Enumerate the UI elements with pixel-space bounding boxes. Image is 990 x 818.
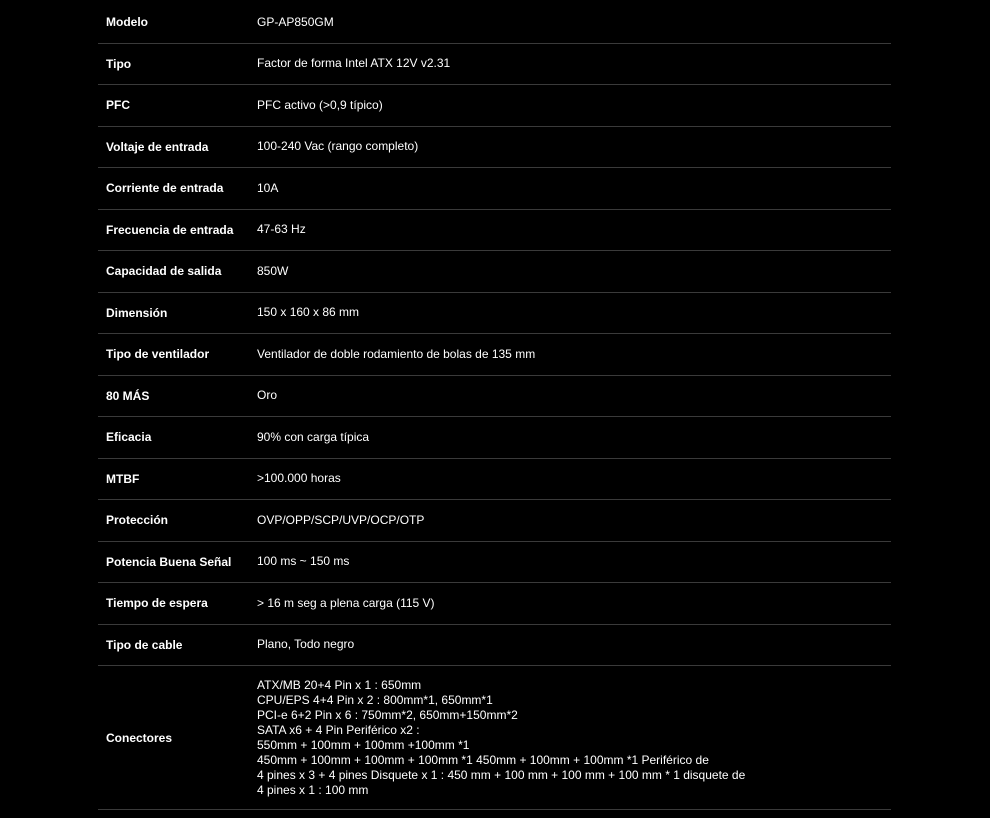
spec-value: 90% con carga típica bbox=[257, 429, 370, 444]
spec-label: Protección bbox=[106, 513, 169, 528]
spec-value: > 16 m seg a plena carga (115 V) bbox=[257, 595, 435, 610]
spec-value: 47-63 Hz bbox=[257, 222, 306, 237]
spec-label: Tipo de ventilador bbox=[106, 347, 210, 362]
spec-row-eficacia bbox=[98, 417, 891, 459]
spec-value: 850W bbox=[257, 263, 289, 278]
spec-row-potencia bbox=[98, 542, 891, 584]
spec-label: Dimensión bbox=[106, 305, 168, 320]
spec-row-dimension bbox=[98, 293, 891, 335]
spec-label: Potencia Buena Señal bbox=[106, 554, 232, 569]
spec-value: >100.000 horas bbox=[257, 471, 341, 486]
spec-label: PFC bbox=[106, 98, 130, 113]
spec-value: Factor de forma Intel ATX 12V v2.31 bbox=[257, 56, 451, 71]
spec-row-corriente bbox=[98, 168, 891, 210]
spec-row-modelo bbox=[98, 2, 891, 44]
spec-row-pfc bbox=[98, 85, 891, 127]
spec-value: 100-240 Vac (rango completo) bbox=[257, 139, 419, 154]
spec-label: 80 MÁS bbox=[106, 388, 150, 403]
spec-value: Oro bbox=[257, 388, 278, 403]
spec-row-tipo bbox=[98, 44, 891, 86]
spec-row-80plus bbox=[98, 376, 891, 418]
spec-value: 100 ms ~ 150 ms bbox=[257, 554, 350, 569]
spec-value: OVP/OPP/SCP/UVP/OCP/OTP bbox=[257, 512, 425, 527]
spec-label: Tipo bbox=[106, 56, 132, 71]
spec-value: Ventilador de doble rodamiento de bolas de 135 mm bbox=[257, 346, 536, 361]
spec-row-frecuencia bbox=[98, 210, 891, 252]
spec-value: PFC activo (>0,9 típico) bbox=[257, 97, 383, 112]
spec-table bbox=[98, 2, 891, 810]
spec-value: ATX/MB 20+4 Pin x 1 : 650mm CPU/EPS 4+4 Pin x 2 : 800mm*1, 650mm*1 PCI-e 6+2 Pin x 6 : 750mm*2, 650mm+150mm*2 SATA x6 + 4 Pin Periférico x2 : 550mm + 100mm + 100mm +100mm *1 450mm + 100mm + 100mm + 100mm *1 450mm + 100mm + 100mm *1 Periférico de 4 pines x 3 + 4 pines Disquete x 1 : 450 mm + 100 mm + 100 mm + 100 mm * 1 disquete de 4 pines x 1 : 100 mm bbox=[257, 677, 746, 797]
spec-value: GP-AP850GM bbox=[257, 14, 334, 29]
spec-row-capacidad bbox=[98, 251, 891, 293]
spec-label: Eficacia bbox=[106, 430, 152, 445]
spec-row-voltaje bbox=[98, 127, 891, 169]
spec-row-mtbf bbox=[98, 459, 891, 501]
spec-label: Modelo bbox=[106, 15, 148, 30]
spec-row-proteccion bbox=[98, 500, 891, 542]
spec-row-conectores bbox=[98, 666, 891, 810]
spec-row-cable bbox=[98, 625, 891, 667]
spec-row-espera bbox=[98, 583, 891, 625]
spec-label: Corriente de entrada bbox=[106, 181, 224, 196]
spec-label: MTBF bbox=[106, 471, 140, 486]
spec-value: Plano, Todo negro bbox=[257, 637, 355, 652]
spec-label: Tipo de cable bbox=[106, 637, 183, 652]
spec-label: Voltaje de entrada bbox=[106, 139, 209, 154]
spec-label: Capacidad de salida bbox=[106, 264, 222, 279]
spec-label: Tiempo de espera bbox=[106, 596, 208, 611]
spec-label: Conectores bbox=[106, 730, 173, 745]
spec-label: Frecuencia de entrada bbox=[106, 222, 234, 237]
spec-value: 150 x 160 x 86 mm bbox=[257, 305, 360, 320]
spec-value: 10A bbox=[257, 180, 279, 195]
spec-row-ventilador bbox=[98, 334, 891, 376]
